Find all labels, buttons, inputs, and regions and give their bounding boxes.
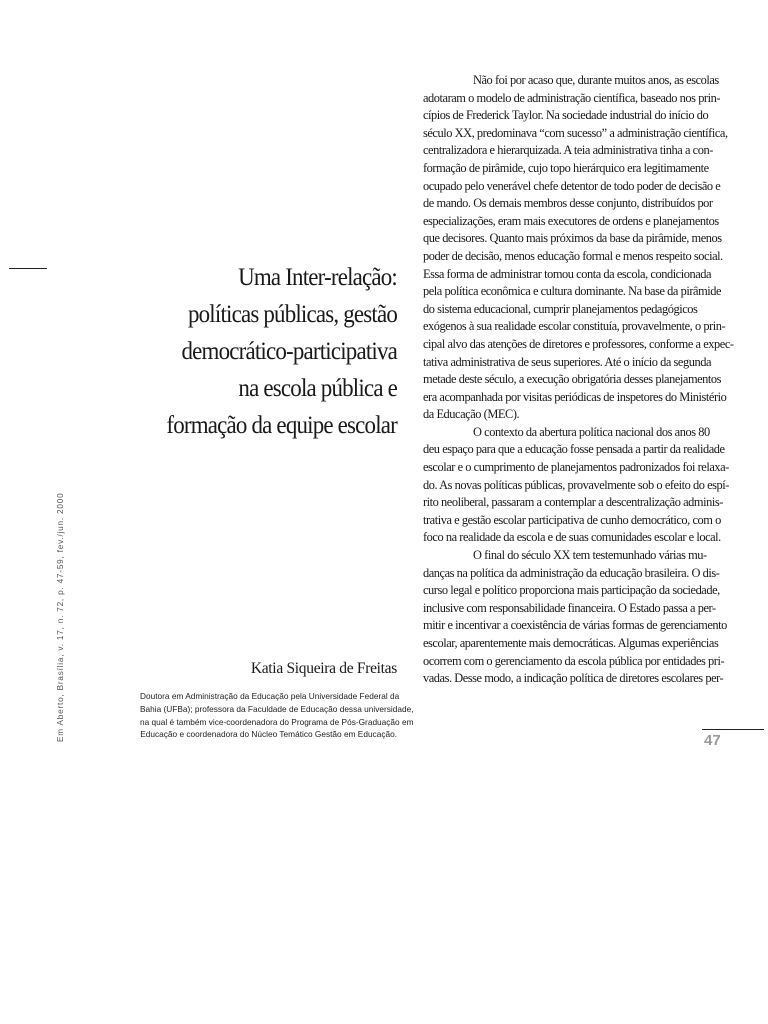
body-line: rito neoliberal, passaram a contemplar a descentralização adminis- — [423, 495, 723, 510]
author-name: Katia Siqueira de Freitas — [250, 660, 397, 677]
body-line: danças na política da administração da educação brasileira. O dis- — [423, 565, 720, 580]
body-line: centralizadora e hierarquizada. A teia administrativa tinha a con- — [423, 143, 713, 158]
left-margin-rule — [9, 268, 47, 269]
body-line: do sistema educacional, cumprir planejamentos pedagógicos — [423, 301, 698, 316]
body-line: da Educação (MEC). — [423, 407, 520, 422]
body-line: metade deste século, a execução obrigatória desses planejamentos — [423, 372, 722, 387]
title-line: democrático-participativa — [181, 336, 397, 365]
body-text-column — [423, 72, 734, 688]
title-line: na escola pública e — [238, 373, 397, 402]
bio-line: Educação e coordenadora do Núcleo Temático Gestão em Educação. — [140, 729, 397, 740]
body-line: poder de decisão, menos educação formal e menos respeito social. — [423, 248, 723, 263]
body-line: era acompanhada por visitas periódicas de inspetores do Ministério — [423, 389, 727, 404]
body-line: curso legal e político proporciona mais participação da sociedade, — [423, 583, 720, 598]
body-line: escolar, aparentemente mais democráticas. Algumas experiências — [423, 636, 719, 650]
body-line: do. As novas políticas públicas, provavelmente sob o efeito do espí- — [423, 477, 729, 492]
body-line: inclusive com responsabilidade financeira. O Estado passa a per- — [423, 600, 716, 615]
journal-citation: Em Aberto, Brasília, v. 17, n. 72, p. 47-59, fev./jun. 2000 — [56, 492, 65, 742]
body-line: ocorrem com o gerenciamento da escola pública por entidades pri- — [423, 653, 725, 668]
body-line: trativa e gestão escolar participativa de cunho democrático, com o — [423, 512, 721, 527]
body-line: Essa forma de administrar tomou conta da escola, condicionada — [423, 266, 712, 281]
page-number: 47 — [704, 732, 721, 749]
body-line: vadas. Desse modo, a indicação política de diretores escolares per- — [423, 671, 724, 686]
author-bio — [140, 690, 414, 741]
body-line: mitir e incentivar a coexistência de várias formas de gerenciamento — [423, 618, 727, 633]
body-line: especializações, eram mais executores de ordens e planejamentos — [423, 213, 719, 228]
body-line: tativa administrativa de seus superiores. Até o início da segunda — [423, 354, 712, 369]
body-line: adotaram o modelo de administração científica, baseado nos prin- — [423, 90, 721, 105]
body-line: que decisores. Quanto mais próximos da base da pirâmide, menos — [423, 231, 722, 246]
body-line: deu espaço para que a educação fosse pensada a partir da realidade — [423, 442, 725, 457]
bio-line: Bahia (UFBa); professora da Faculdade de Educação dessa universidade, — [140, 703, 414, 714]
body-line: exógenos à sua realidade escolar constituía, provavelmente, o prin- — [423, 319, 726, 334]
body-line: escolar e o cumprimento de planejamentos padronizados foi relaxa- — [423, 460, 729, 475]
body-line: de mando. Os demais membros desse conjunto, distribuídos por — [423, 196, 713, 211]
body-line: formação de pirâmide, cujo topo hierárquico era legitimamente — [423, 160, 709, 175]
body-line: O final do século XX tem testemunhado várias mu- — [473, 548, 707, 563]
body-line: foco na realidade da escola e de suas comunidades escolar e local. — [423, 530, 721, 545]
page-number-rule — [702, 729, 764, 730]
body-line: cípios de Frederick Taylor. Na sociedade industrial do início do — [423, 108, 709, 123]
body-line: Não foi por acaso que, durante muitos anos, as escolas — [473, 73, 719, 87]
bio-line: Doutora em Administração da Educação pela Universidade Federal da — [140, 691, 400, 701]
body-line: O contexto da abertura política nacional dos anos 80 — [473, 424, 710, 439]
title-line: Uma Inter-relação: — [238, 262, 397, 291]
body-line: pela política econômica e cultura dominante. Na base da pirâmide — [423, 284, 722, 299]
title-line: formação da equipe escolar — [166, 410, 397, 439]
title-line: políticas públicas, gestão — [187, 299, 397, 328]
body-line: cipal alvo das atenções de diretores e professores, conforme a expec- — [423, 336, 734, 351]
body-line: ocupado pelo venerável chefe detentor de todo poder de decisão e — [423, 178, 721, 193]
bio-line: na qual é também vice-coordenadora do Programa de Pós-Graduação em — [140, 716, 414, 727]
body-line: século XX, predominava “com sucesso” a administração científica, — [423, 125, 728, 140]
article-title — [139, 258, 397, 443]
